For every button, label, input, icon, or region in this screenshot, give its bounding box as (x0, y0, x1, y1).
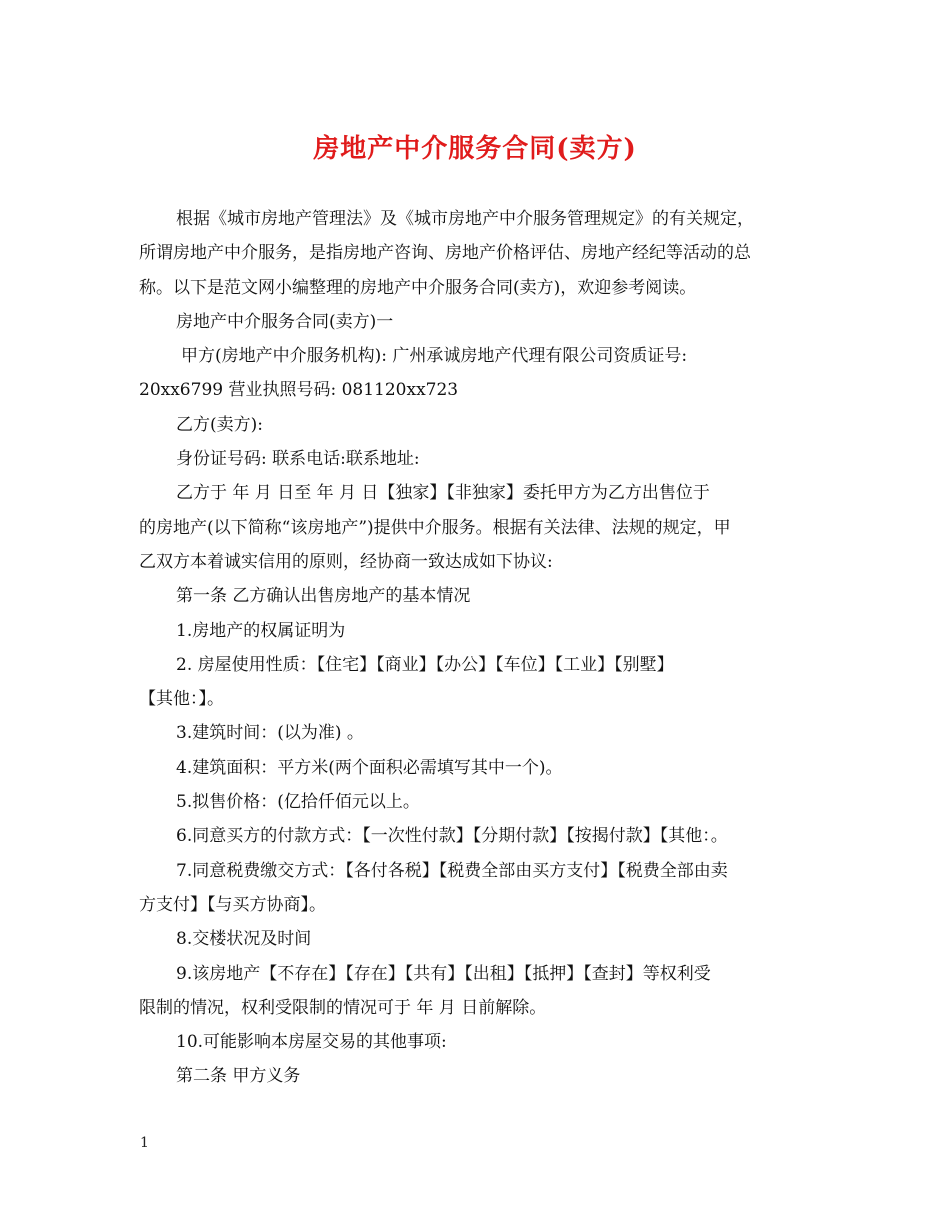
paragraph-line: 10.可能影响本房屋交易的其他事项: (176, 1032, 447, 1053)
paragraph-line: 2. 房屋使用性质：【住宅】【商业】【办公】【车位】【工业】【别墅】 (176, 654, 674, 675)
paragraph-line: 称。以下是范文网小编整理的房地产中介服务合同(卖方)，欢迎参考阅读。 (139, 277, 697, 298)
paragraph-line: 6.同意买方的付款方式：【一次性付款】【分期付款】【按揭付款】【其他：。 (176, 826, 728, 847)
page-number: 1 (140, 1135, 149, 1151)
paragraph-line: 20xx6799 营业执照号码: 081120xx723 (139, 380, 459, 401)
section-heading: 第一条 乙方确认出售房地产的基本情况 (176, 586, 471, 607)
paragraph-line: 方支付】【与买方协商】。 (139, 894, 326, 915)
document-title: 房地产中介服务合同(卖方) (313, 134, 637, 164)
paragraph-line: 所谓房地产中介服务，是指房地产咨询、房地产价格评估、房地产经纪等活动的总 (139, 243, 751, 264)
paragraph-line: 限制的情况，权利受限制的情况可于 年 月 日前解除。 (139, 997, 547, 1018)
paragraph-line: 房地产中介服务合同(卖方)一 (176, 311, 394, 332)
paragraph-line: 的房地产(以下简称“该房地产”)提供中介服务。根据有关法律、法规的规定，甲 (139, 517, 731, 538)
paragraph-line: 乙方于 年 月 日至 年 月 日【独家】【非独家】委托甲方为乙方出售位于 (176, 483, 710, 504)
paragraph-line: 【其他：】。 (139, 689, 224, 710)
paragraph-line: 乙双方本着诚实信用的原则，经协商一致达成如下协议: (139, 551, 553, 572)
paragraph-line: 5.拟售价格：(亿拾仟佰元以上。 (176, 792, 420, 813)
paragraph-line: 4.建筑面积：平方米(两个面积必需填写其中一个)。 (176, 757, 563, 778)
paragraph-line: 甲方(房地产中介服务机构): 广州承诚房地产代理有限公司资质证号: (181, 346, 688, 367)
section-heading: 第二条 甲方义务 (176, 1066, 301, 1087)
paragraph-line: 乙方(卖方): (176, 414, 263, 435)
paragraph-line: 1.房地产的权属证明为 (176, 620, 346, 641)
paragraph-line: 8.交楼状况及时间 (176, 929, 312, 950)
document-body (139, 202, 819, 1094)
paragraph-line: 身份证号码: 联系电话:联系地址: (176, 449, 420, 470)
paragraph-line: 9.该房地产【不存在】【存在】【共有】【出租】【抵押】【查封】等权利受 (176, 963, 711, 984)
paragraph-line: 7.同意税费缴交方式：【各付各税】【税费全部由买方支付】【税费全部由卖 (176, 860, 728, 881)
paragraph-line: 3.建筑时间：(以为准) 。 (176, 723, 364, 744)
paragraph-line: 根据《城市房地产管理法》及《城市房地产中介服务管理规定》的有关规定， (176, 209, 754, 229)
